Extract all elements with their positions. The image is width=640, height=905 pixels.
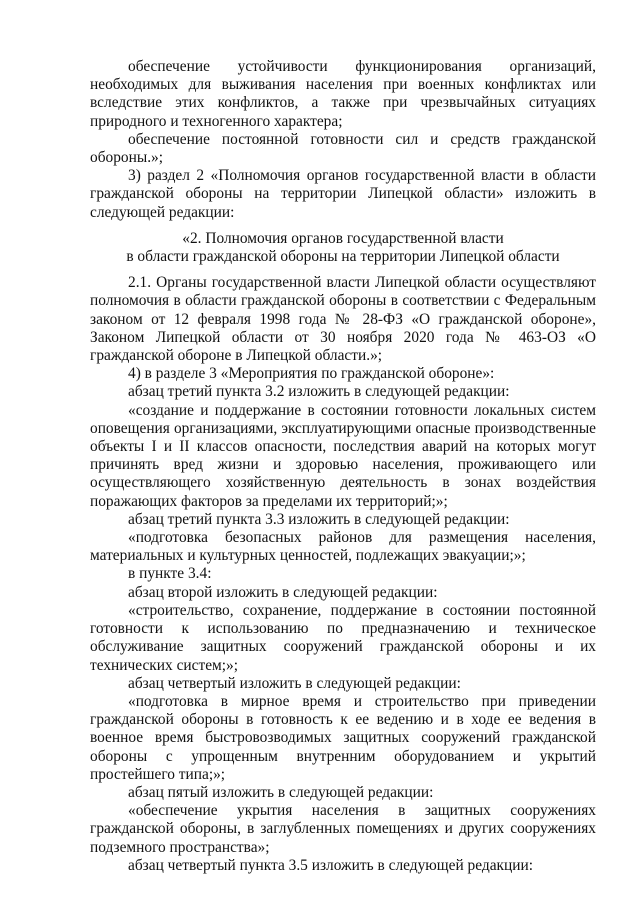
paragraph: 3) раздел 2 «Полномочия органов государственной власти в области гражданской обороны на территории Липецкой области» изложить в следующей редакции: (90, 167, 596, 221)
section-heading-line-1: «2. Полномочия органов государственной власти (182, 229, 504, 247)
paragraph: «подготовка в мирное время и строительство при приведении гражданской обороны в готовность к ее ведению и в ходе ее ведения в военное время быстровозводимых защитных сооружений гражданской обороны с упрощенным внутренним оборудованием и укрытий простейшего типа;»; (90, 692, 596, 783)
paragraph: обеспечение постоянной готовности сил и средств гражданской обороны.»; (90, 130, 596, 167)
document-body (90, 58, 596, 875)
paragraph: абзац четвертый изложить в следующей редакции: (128, 674, 461, 692)
paragraph: абзац пятый изложить в следующей редакции: (128, 783, 434, 801)
paragraph: в пункте 3.4: (128, 565, 212, 583)
paragraph: абзац третий пункта 3.3 изложить в следующей редакции: (128, 510, 510, 528)
paragraph: 4) в разделе 3 «Мероприятия по гражданской обороне»: (128, 365, 495, 383)
paragraph: обеспечение устойчивости функционирования организаций, необходимых для выживания населения при военных конфликтах или вследствие этих конфликтов, а также при чрезвычайных ситуациях природного и техногенного характера; (90, 58, 596, 130)
section-heading-line-2: в области гражданской обороны на территории Липецкой области (126, 248, 560, 266)
paragraph: «подготовка безопасных районов для размещения населения, материальных и культурных ценностей, подлежащих эвакуации;»; (90, 529, 596, 565)
paragraph: «обеспечение укрытия населения в защитных сооружениях гражданской обороны, в заглубленных помещениях и других сооружениях подземного пространства»; (90, 802, 596, 856)
paragraph: абзац четвертый пункта 3.5 изложить в следующей редакции: (128, 856, 533, 874)
paragraph: абзац второй изложить в следующей редакции: (128, 583, 438, 601)
paragraph: 2.1. Органы государственной власти Липецкой области осуществляют полномочия в области гражданской обороны в соответствии с Федеральным законом от 12 февраля 1998 года № 28-ФЗ «О гражданской обороне», Законом Липецкой области от 30 ноября 2020 года № 463-ОЗ «О гражданской обороне в Липецкой области.»; (90, 274, 596, 365)
paragraph: «строительство, сохранение, поддержание в состоянии постоянной готовности к использованию по предназначению и техническое обслуживание защитных сооружений гражданской обороны и их технических систем;»; (90, 601, 596, 674)
paragraph: «создание и поддержание в состоянии готовности локальных систем оповещения организациями, эксплуатирующими опасные производственные объекты I и II классов опасности, последствия аварий на которых могут причинять вред жизни и здоровью населения, проживающего или осуществляющего хозяйственную деятельность в зонах воздействия поражающих факторов за пределами их территорий;»; (90, 401, 596, 510)
paragraph: абзац третий пункта 3.2 изложить в следующей редакции: (128, 383, 510, 401)
